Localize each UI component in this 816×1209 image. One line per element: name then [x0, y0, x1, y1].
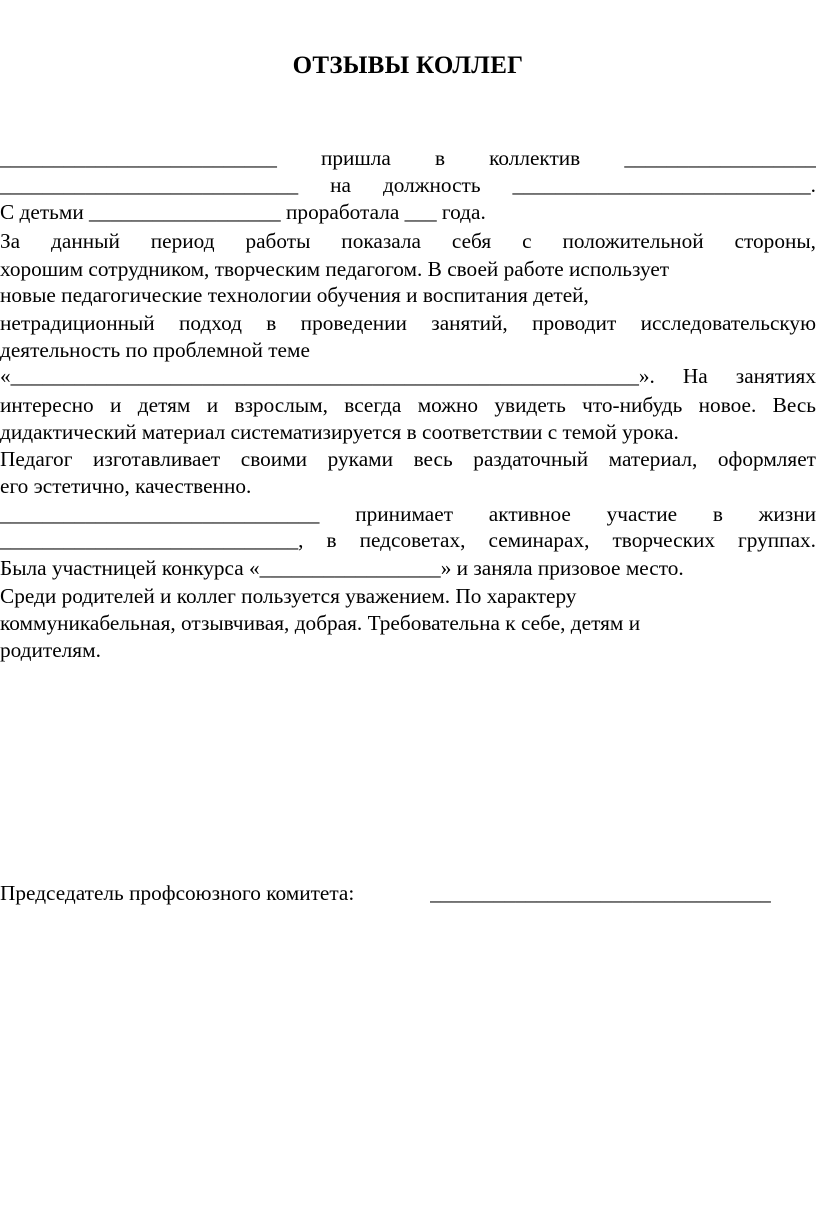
text-line-8: деятельность по проблемной теме [0, 338, 310, 362]
text-line-17: Среди родителей и коллег пользуется уважением. По характеру [0, 584, 577, 608]
text-line-10: интересно и детям и взрослым, всегда можно увидеть что-нибудь новое. Весь [0, 393, 816, 417]
text-line-15: ____________________________, в педсоветах, семинарах, творческих группах. [0, 528, 816, 552]
text-line-12: Педагог изготавливает своими руками весь раздаточный материал, оформляет [0, 447, 816, 471]
document-title: ОТЗЫВЫ КОЛЛЕГ [292, 52, 524, 79]
text-line-4: За данный период работы показала себя с положительной стороны, [0, 229, 816, 253]
text-line-1: __________________________ пришла в коллектив __________________ [0, 146, 816, 170]
text-line-13: его эстетично, качественно. [0, 474, 252, 498]
signature-label: Председатель профсоюзного комитета: [0, 881, 355, 905]
text-line-14: ______________________________ принимает активное участие в жизни [0, 502, 816, 526]
text-line-6: новые педагогические технологии обучения и воспитания детей, [0, 283, 589, 307]
text-line-18: коммуникабельная, отзывчивая, добрая. Требовательна к себе, детям и [0, 611, 641, 635]
text-line-16: Была участницей конкурса «_________________» и заняла призовое место. [0, 556, 684, 580]
text-line-11: дидактический материал систематизируется в соответствии с темой урока. [0, 420, 679, 444]
text-line-5: хорошим сотрудником, творческим педагогом. В своей работе использует [0, 257, 670, 281]
text-line-7: нетрадиционный подход в проведении занятий, проводит исследовательскую [0, 311, 816, 335]
text-line-3: С детьми __________________ проработала ___ года. [0, 200, 486, 224]
text-line-9: «___________________________________________________________». На занятиях [0, 364, 816, 388]
text-line-2: ____________________________ на должность ____________________________. [0, 173, 816, 197]
text-line-19: родителям. [0, 638, 101, 662]
signature-blank: ________________________________ [430, 881, 771, 905]
